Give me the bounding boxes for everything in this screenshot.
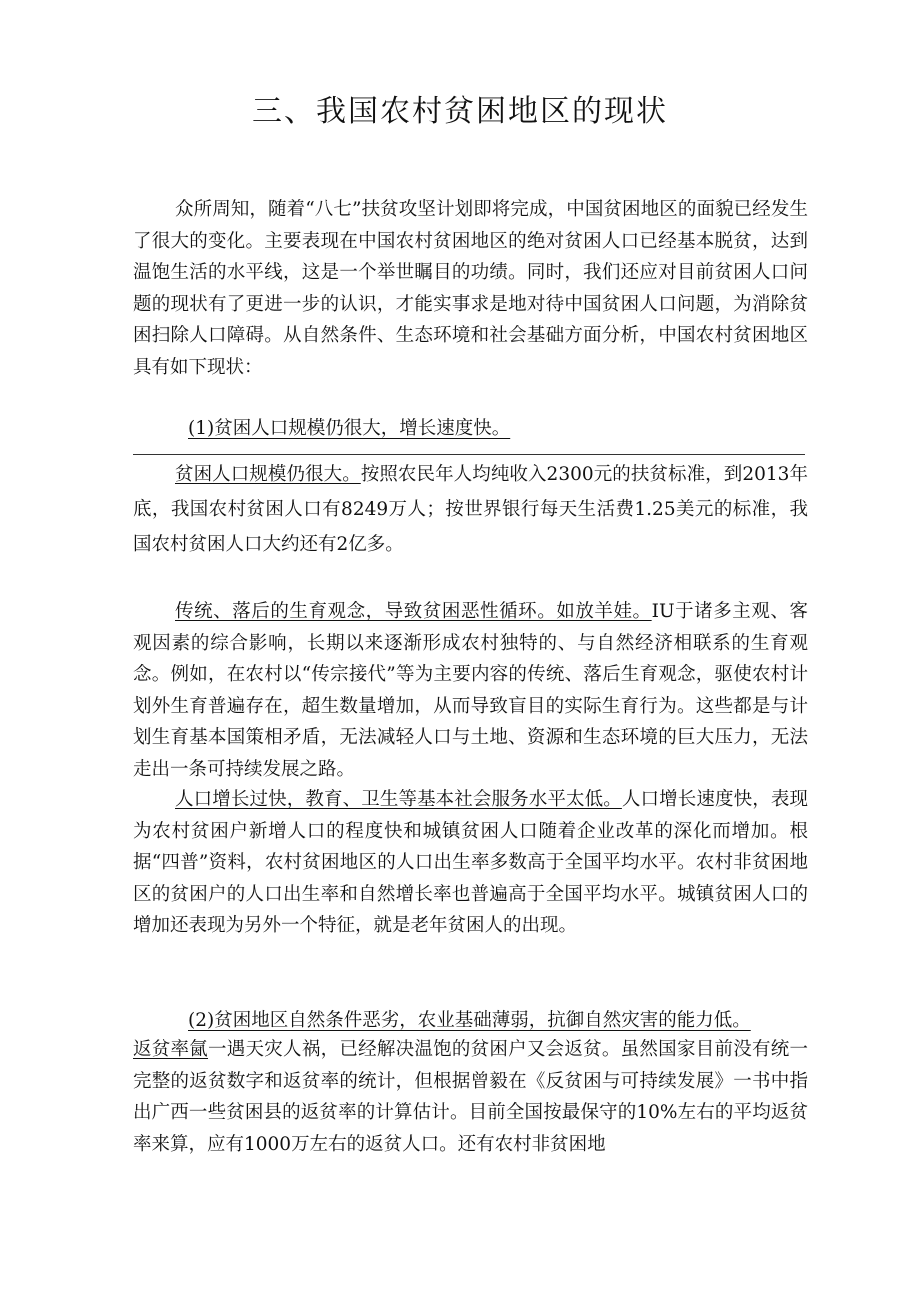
paragraph-lead: 贫困人口规模仍很大。 — [175, 464, 361, 485]
section-1-paragraph-1 — [133, 457, 808, 562]
section-1-heading: (1)贫困人口规模仍很大，增长速度快。 — [188, 418, 511, 439]
paragraph-body: 人口增长速度快，表现为农村贫困户新增人口的程度快和城镇贫困人口随着企业改革的深化而增加。根据“四普”资料，农村贫困地区的人口出生率多数高于全国平均水平。农村非贫困地区的贫困户的人口出生率和自然增长率也普遍高于全国平均水平。城镇贫困人口的增加还表现为另外一个特征，就是老年贫困人的出现。 — [133, 789, 808, 936]
intro-paragraph: 众所周知，随着“八七”扶贫攻坚计划即将完成，中国贫困地区的面貌已经发生了很大的变化。主要表现在中国农村贫困地区的绝对贫困人口已经基本脱贫，达到温饱生活的水平线，这是一个举世瞩目的功绩。同时，我们还应对目前贫困人口问题的现状有了更进一步的认识，才能实事求是地对待中国贫困人口问题，为消除贫困扫除人口障碍。从自然条件、生态环境和社会基础方面分析，中国农村贫困地区具有如下现状： — [133, 199, 808, 378]
page-title: 三、我国农村贫困地区的现状 — [252, 94, 668, 129]
section-1-paragraph-2 — [133, 596, 808, 785]
paragraph-lead: 返贫率氤 — [133, 1039, 209, 1060]
divider-line — [133, 454, 805, 455]
paragraph-body: IU于诸多主观、客观因素的综合影响，长期以来逐渐形成农村独特的、与自然经济相联系的生育观念。例如，在农村以“传宗接代”等为主要内容的传统、落后生育观念，驱使农村计划外生育普遍存在，超生数量增加，从而导致盲目的实际生育行为。这些都是与计划生育基本国策相矛盾，无法减轻人口与土地、资源和生态环境的巨大压力，无法走出一条可持续发展之路。 — [133, 601, 808, 780]
paragraph-body: 一遇天灾人祸，已经解决温饱的贫困户又会返贫。虽然国家目前没有统一完整的返贫数字和返贫率的统计，但根据曾毅在《反贫困与可持续发展》一书中指出广西一些贫困县的返贫率的计算估计。目前全国按最保守的10%左右的平均返贫率来算，应有1000万左右的返贫人口。还有农村非贫困地 — [133, 1039, 808, 1155]
paragraph-body: 按照农民年人均纯收入2300元的扶贫标准，到2013年底，我国农村贫困人口有8249万人；按世界银行每天生活费1.25美元的标准，我国农村贫困人口大约还有2亿多。 — [133, 464, 808, 555]
section-2-paragraph-1 — [133, 1034, 808, 1160]
section-2-heading: (2)贫困地区自然条件恶劣，农业基础薄弱，抗御自然灾害的能力低。 — [188, 1010, 751, 1031]
section-1-paragraph-3 — [133, 784, 808, 942]
paragraph-lead: 人口增长过快，教育、卫生等基本社会服务水平太低。 — [175, 789, 622, 810]
paragraph-lead: 传统、落后的生育观念，导致贫困恶性循环。如放羊娃。 — [175, 601, 652, 622]
